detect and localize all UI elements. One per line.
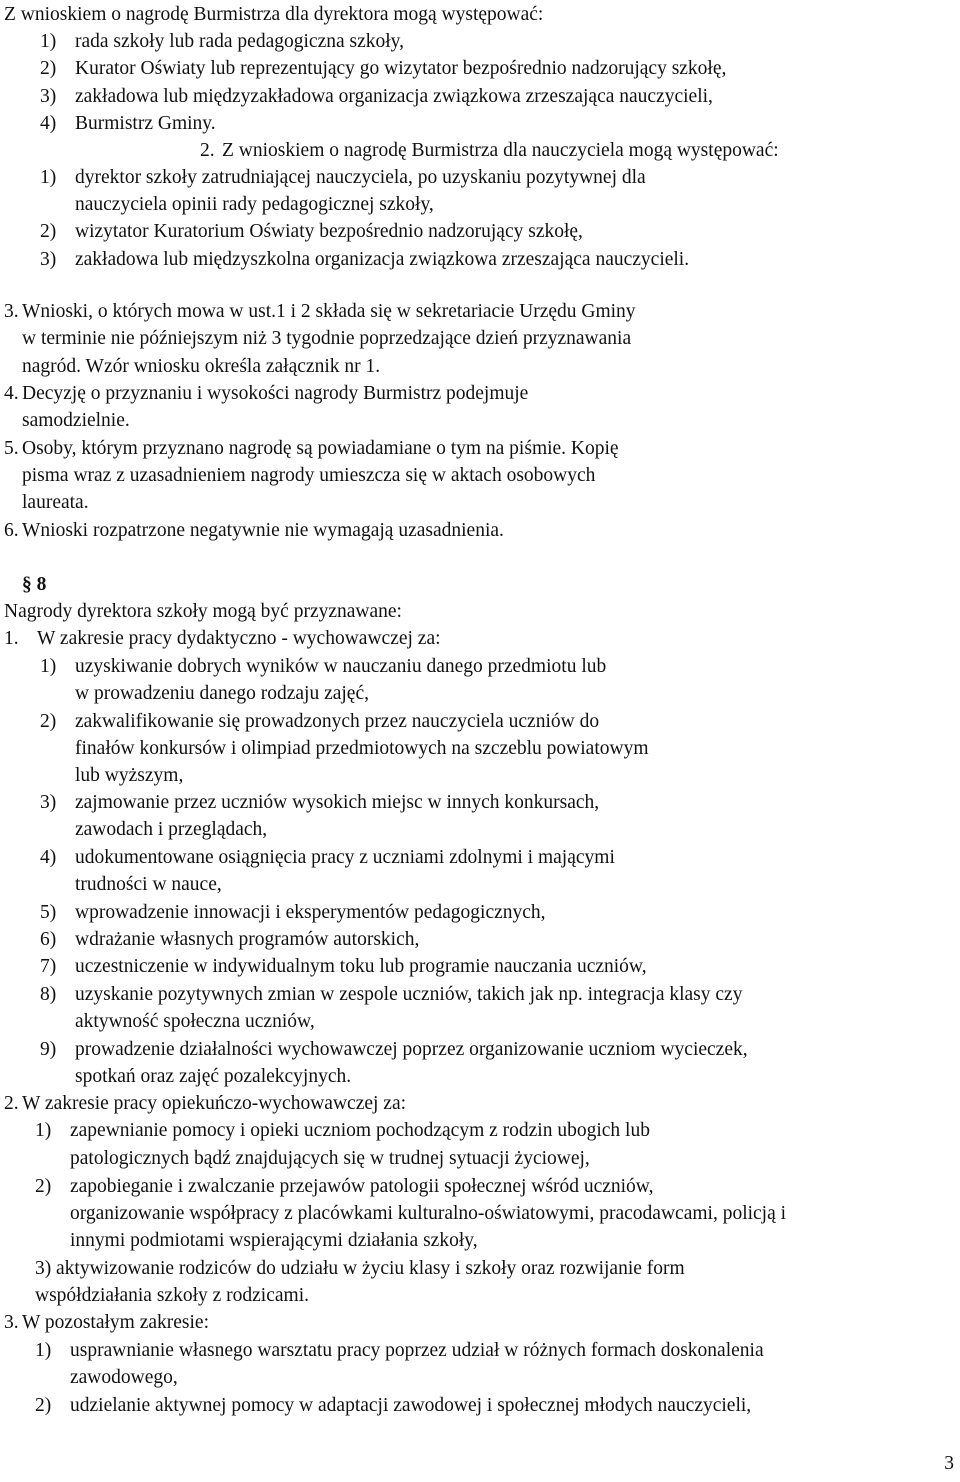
- list-number: 3): [40, 792, 57, 813]
- list-number: 8): [40, 984, 57, 1005]
- text-line: Wnioski rozpatrzone negatywnie nie wymagają uzasadnienia.: [22, 520, 504, 541]
- list-number: 9): [40, 1039, 57, 1060]
- text-line: aktywność społeczna uczniów,: [75, 1011, 315, 1032]
- list-number: 3.: [4, 301, 19, 322]
- text-line: lub wyższym,: [75, 765, 184, 786]
- text-line: zajmowanie przez uczniów wysokich miejsc w innych konkursach,: [75, 792, 600, 813]
- text-line: Wnioski, o których mowa w ust.1 i 2 składa się w sekretariacie Urzędu Gminy: [22, 301, 636, 322]
- page-number: 3: [944, 1453, 954, 1474]
- text-line: finałów konkursów i olimpiad przedmiotowych na szczeblu powiatowym: [75, 738, 649, 759]
- list-number: 1.: [4, 628, 19, 649]
- text-line: Z wnioskiem o nagrodę Burmistrza dla nauczyciela mogą występować:: [222, 140, 779, 161]
- text-line: dyrektor szkoły zatrudniającej nauczyciela, po uzyskaniu pozytywnej dla: [75, 167, 646, 188]
- text-line: udzielanie aktywnej pomocy w adaptacji zawodowej i społecznej młodych nauczycieli,: [70, 1395, 752, 1416]
- text-line: W pozostałym zakresie:: [22, 1312, 209, 1333]
- text-line: patologicznych bądź znajdujących się w trudnej sytuacji życiowej,: [70, 1148, 590, 1169]
- list-number: 6.: [4, 520, 19, 541]
- text-line: W zakresie pracy dydaktyczno - wychowawczej za:: [37, 628, 441, 649]
- list-number: 2): [40, 58, 57, 79]
- list-number: 3.: [4, 1312, 19, 1333]
- text-line: Decyzję o przyznaniu i wysokości nagrody Burmistrz podejmuje: [22, 383, 529, 404]
- text-line: nauczyciela opinii rady pedagogicznej szkoły,: [75, 194, 434, 215]
- list-number: 1): [35, 1340, 52, 1361]
- text-line: wdrażanie własnych programów autorskich,: [75, 929, 420, 950]
- text-line: udokumentowane osiągnięcia pracy z uczniami zdolnymi i mającymi: [75, 847, 615, 868]
- list-number: 1): [40, 31, 57, 52]
- text-line: w terminie nie późniejszym niż 3 tygodnie poprzedzające dzień przyznawania: [22, 328, 632, 349]
- list-number: 2.: [4, 1093, 19, 1114]
- text-line: W zakresie pracy opiekuńczo-wychowawczej za:: [22, 1093, 407, 1114]
- list-number: 1): [35, 1120, 52, 1141]
- list-number: 3): [40, 86, 57, 107]
- text-line: Kurator Oświaty lub reprezentujący go wizytator bezpośrednio nadzorujący szkołę,: [75, 58, 727, 79]
- text-line: spotkań oraz zajęć pozalekcyjnych.: [75, 1066, 352, 1087]
- text-line: Osoby, którym przyznano nagrodę są powiadamiane o tym na piśmie. Kopię: [22, 438, 619, 459]
- text-line: prowadzenie działalności wychowawczej poprzez organizowanie uczniom wycieczek,: [75, 1039, 748, 1060]
- text-line: zakładowa lub międzyszkolna organizacja związkowa zrzeszająca nauczycieli.: [75, 249, 690, 270]
- list-number: 3): [40, 249, 57, 270]
- text-line: zawodowego,: [70, 1367, 178, 1388]
- list-number: 6): [40, 929, 57, 950]
- list-number: 4.: [4, 383, 19, 404]
- list-number: 4): [40, 847, 57, 868]
- list-number: 3): [35, 1258, 52, 1279]
- list-number: 1): [40, 656, 57, 677]
- text-line: zapobieganie i zwalczanie przejawów patologii społecznej wśród uczniów,: [70, 1176, 654, 1197]
- text-line: laureata.: [22, 492, 89, 513]
- text-line: usprawnianie własnego warsztatu pracy poprzez udział w różnych formach doskonalenia: [70, 1340, 764, 1361]
- text-line: samodzielnie.: [22, 410, 130, 431]
- text-line: zapewnianie pomocy i opieki uczniom pochodzącym z rodzin ubogich lub: [70, 1120, 650, 1141]
- text-line: zawodach i przeglądach,: [75, 819, 268, 840]
- list-number: 5): [40, 902, 57, 923]
- list-number: 5.: [4, 438, 19, 459]
- text-line: wizytator Kuratorium Oświaty bezpośrednio nadzorujący szkołę,: [75, 221, 583, 242]
- text-line: nagród. Wzór wniosku określa załącznik nr 1.: [22, 356, 381, 377]
- text-line: trudności w nauce,: [75, 874, 222, 895]
- list-number: 2): [35, 1176, 52, 1197]
- text-line: Z wnioskiem o nagrodę Burmistrza dla dyrektora mogą występować:: [4, 4, 544, 25]
- text-line: Burmistrz Gminy.: [75, 113, 216, 134]
- text-line: organizowanie współpracy z placówkami kulturalno-oświatowymi, pracodawcami, policją i: [70, 1203, 787, 1224]
- section-heading: § 8: [22, 574, 47, 595]
- text-line: pisma wraz z uzasadnieniem nagrody umieszcza się w aktach osobowych: [22, 465, 596, 486]
- text-line: zakładowa lub międzyzakładowa organizacja związkowa zrzeszająca nauczycieli,: [75, 86, 713, 107]
- list-number: 2): [40, 711, 57, 732]
- text-line: uzyskiwanie dobrych wyników w nauczaniu danego przedmiotu lub: [75, 656, 607, 677]
- text-line: uczestniczenie w indywidualnym toku lub programie nauczania uczniów,: [75, 956, 647, 977]
- text-line: uzyskanie pozytywnych zmian w zespole uczniów, takich jak np. integracja klasy czy: [75, 984, 743, 1005]
- list-number: 2.: [200, 140, 215, 161]
- list-number: 4): [40, 113, 57, 134]
- text-line: Nagrody dyrektora szkoły mogą być przyznawane:: [4, 601, 402, 622]
- text-line: w prowadzeniu danego rodzaju zajęć,: [75, 683, 369, 704]
- list-number: 7): [40, 956, 57, 977]
- text-line: wprowadzenie innowacji i eksperymentów pedagogicznych,: [75, 902, 546, 923]
- list-number: 2): [40, 221, 57, 242]
- text-line: rada szkoły lub rada pedagogiczna szkoły,: [75, 31, 405, 52]
- text-line: zakwalifikowanie się prowadzonych przez nauczyciela uczniów do: [75, 711, 600, 732]
- text-line: innymi podmiotami wspierającymi działania szkoły,: [70, 1230, 478, 1251]
- text-line: współdziałania szkoły z rodzicami.: [35, 1285, 309, 1306]
- text-line: aktywizowanie rodziców do udziału w życiu klasy i szkoły oraz rozwijanie form: [56, 1258, 685, 1279]
- list-number: 2): [35, 1395, 52, 1416]
- list-number: 1): [40, 167, 57, 188]
